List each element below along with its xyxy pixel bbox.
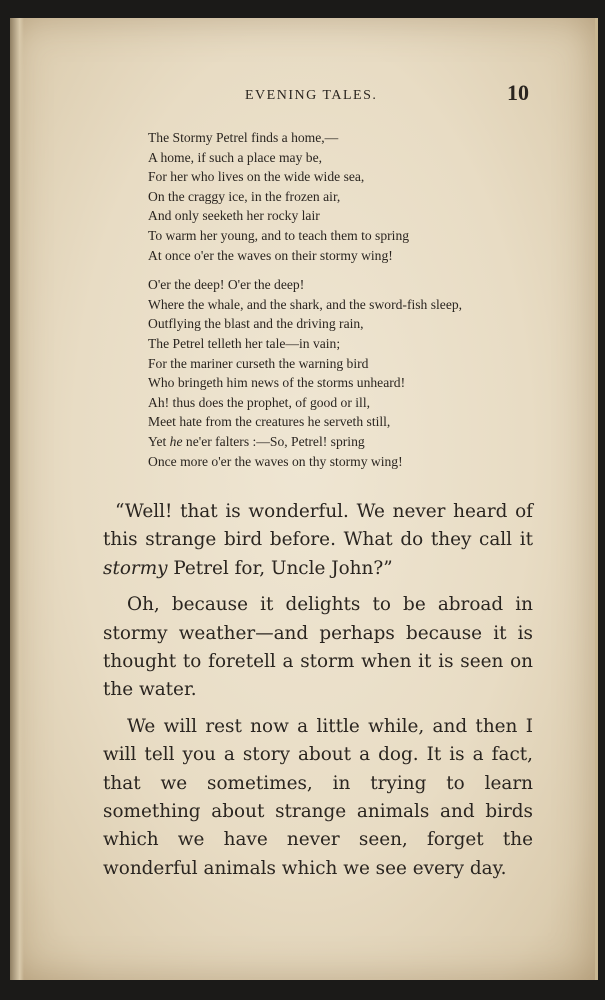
italic-word: stormy <box>103 557 168 579</box>
running-title: EVENING TALES. <box>245 88 378 103</box>
poem-line: Outflying the blast and the driving rain, <box>148 316 364 332</box>
prose-body <box>103 498 533 891</box>
poem-line: The Stormy Petrel finds a home,— <box>148 130 339 145</box>
poem-line: Who bringeth him news of the storms unheard! <box>148 375 406 391</box>
poem-line: A home, if such a place may be, <box>148 149 323 165</box>
poem-line: For the mariner curseth the warning bird <box>148 355 369 371</box>
page-gutter <box>10 18 24 980</box>
poem-line: For her who lives on the wide wide sea, <box>148 169 365 185</box>
poem-line: And only seeketh her rocky lair <box>148 208 320 224</box>
book-page <box>10 18 598 980</box>
poem-line: Meet hate from the creatures he serveth still, <box>148 414 391 430</box>
paragraph-text: Petrel for, Uncle John?” <box>167 557 393 579</box>
paragraph-1 <box>103 498 533 583</box>
poem-text: Yet <box>148 433 170 449</box>
poem-italic-word: he <box>169 433 183 449</box>
poem-line: On the craggy ice, in the frozen air, <box>148 188 341 204</box>
poem-line: Once more o'er the waves on thy stormy wing! <box>148 453 403 469</box>
page-header <box>10 80 595 110</box>
poem-stanza-1 <box>148 128 548 265</box>
poem-line-with-italic <box>148 432 548 452</box>
poem-line: Where the whale, and the shark, and the sword-fish sleep, <box>148 296 463 312</box>
poem-line: O'er the deep! O'er the deep! <box>148 277 305 293</box>
paragraph-2: Oh, because it delights to be abroad in stormy weather—and perhaps because it is thought to foretell a storm when it is seen on the water. <box>103 594 533 701</box>
paragraph-3: We will rest now a little while, and then I will tell you a story about a dog. It is a fact, that we sometimes, in trying to learn something about strange animals and birds which we have never seen, forget the wonderful animals which we see every day. <box>103 715 533 879</box>
poem-stanza-2 <box>148 275 548 471</box>
poem <box>148 128 548 481</box>
poem-line: The Petrel telleth her tale—in vain; <box>148 335 341 351</box>
poem-text: ne'er falters :—So, Petrel! spring <box>182 433 365 449</box>
poem-line: Ah! thus does the prophet, of good or ill, <box>148 394 371 410</box>
paragraph-text: “Well! that is wonderful. We never heard of this strange bird before. What do they call it <box>103 501 533 551</box>
page-number: 10 <box>507 80 529 105</box>
poem-line: To warm her young, and to teach them to spring <box>148 227 410 243</box>
poem-line: At once o'er the waves on their stormy wing! <box>148 247 393 263</box>
